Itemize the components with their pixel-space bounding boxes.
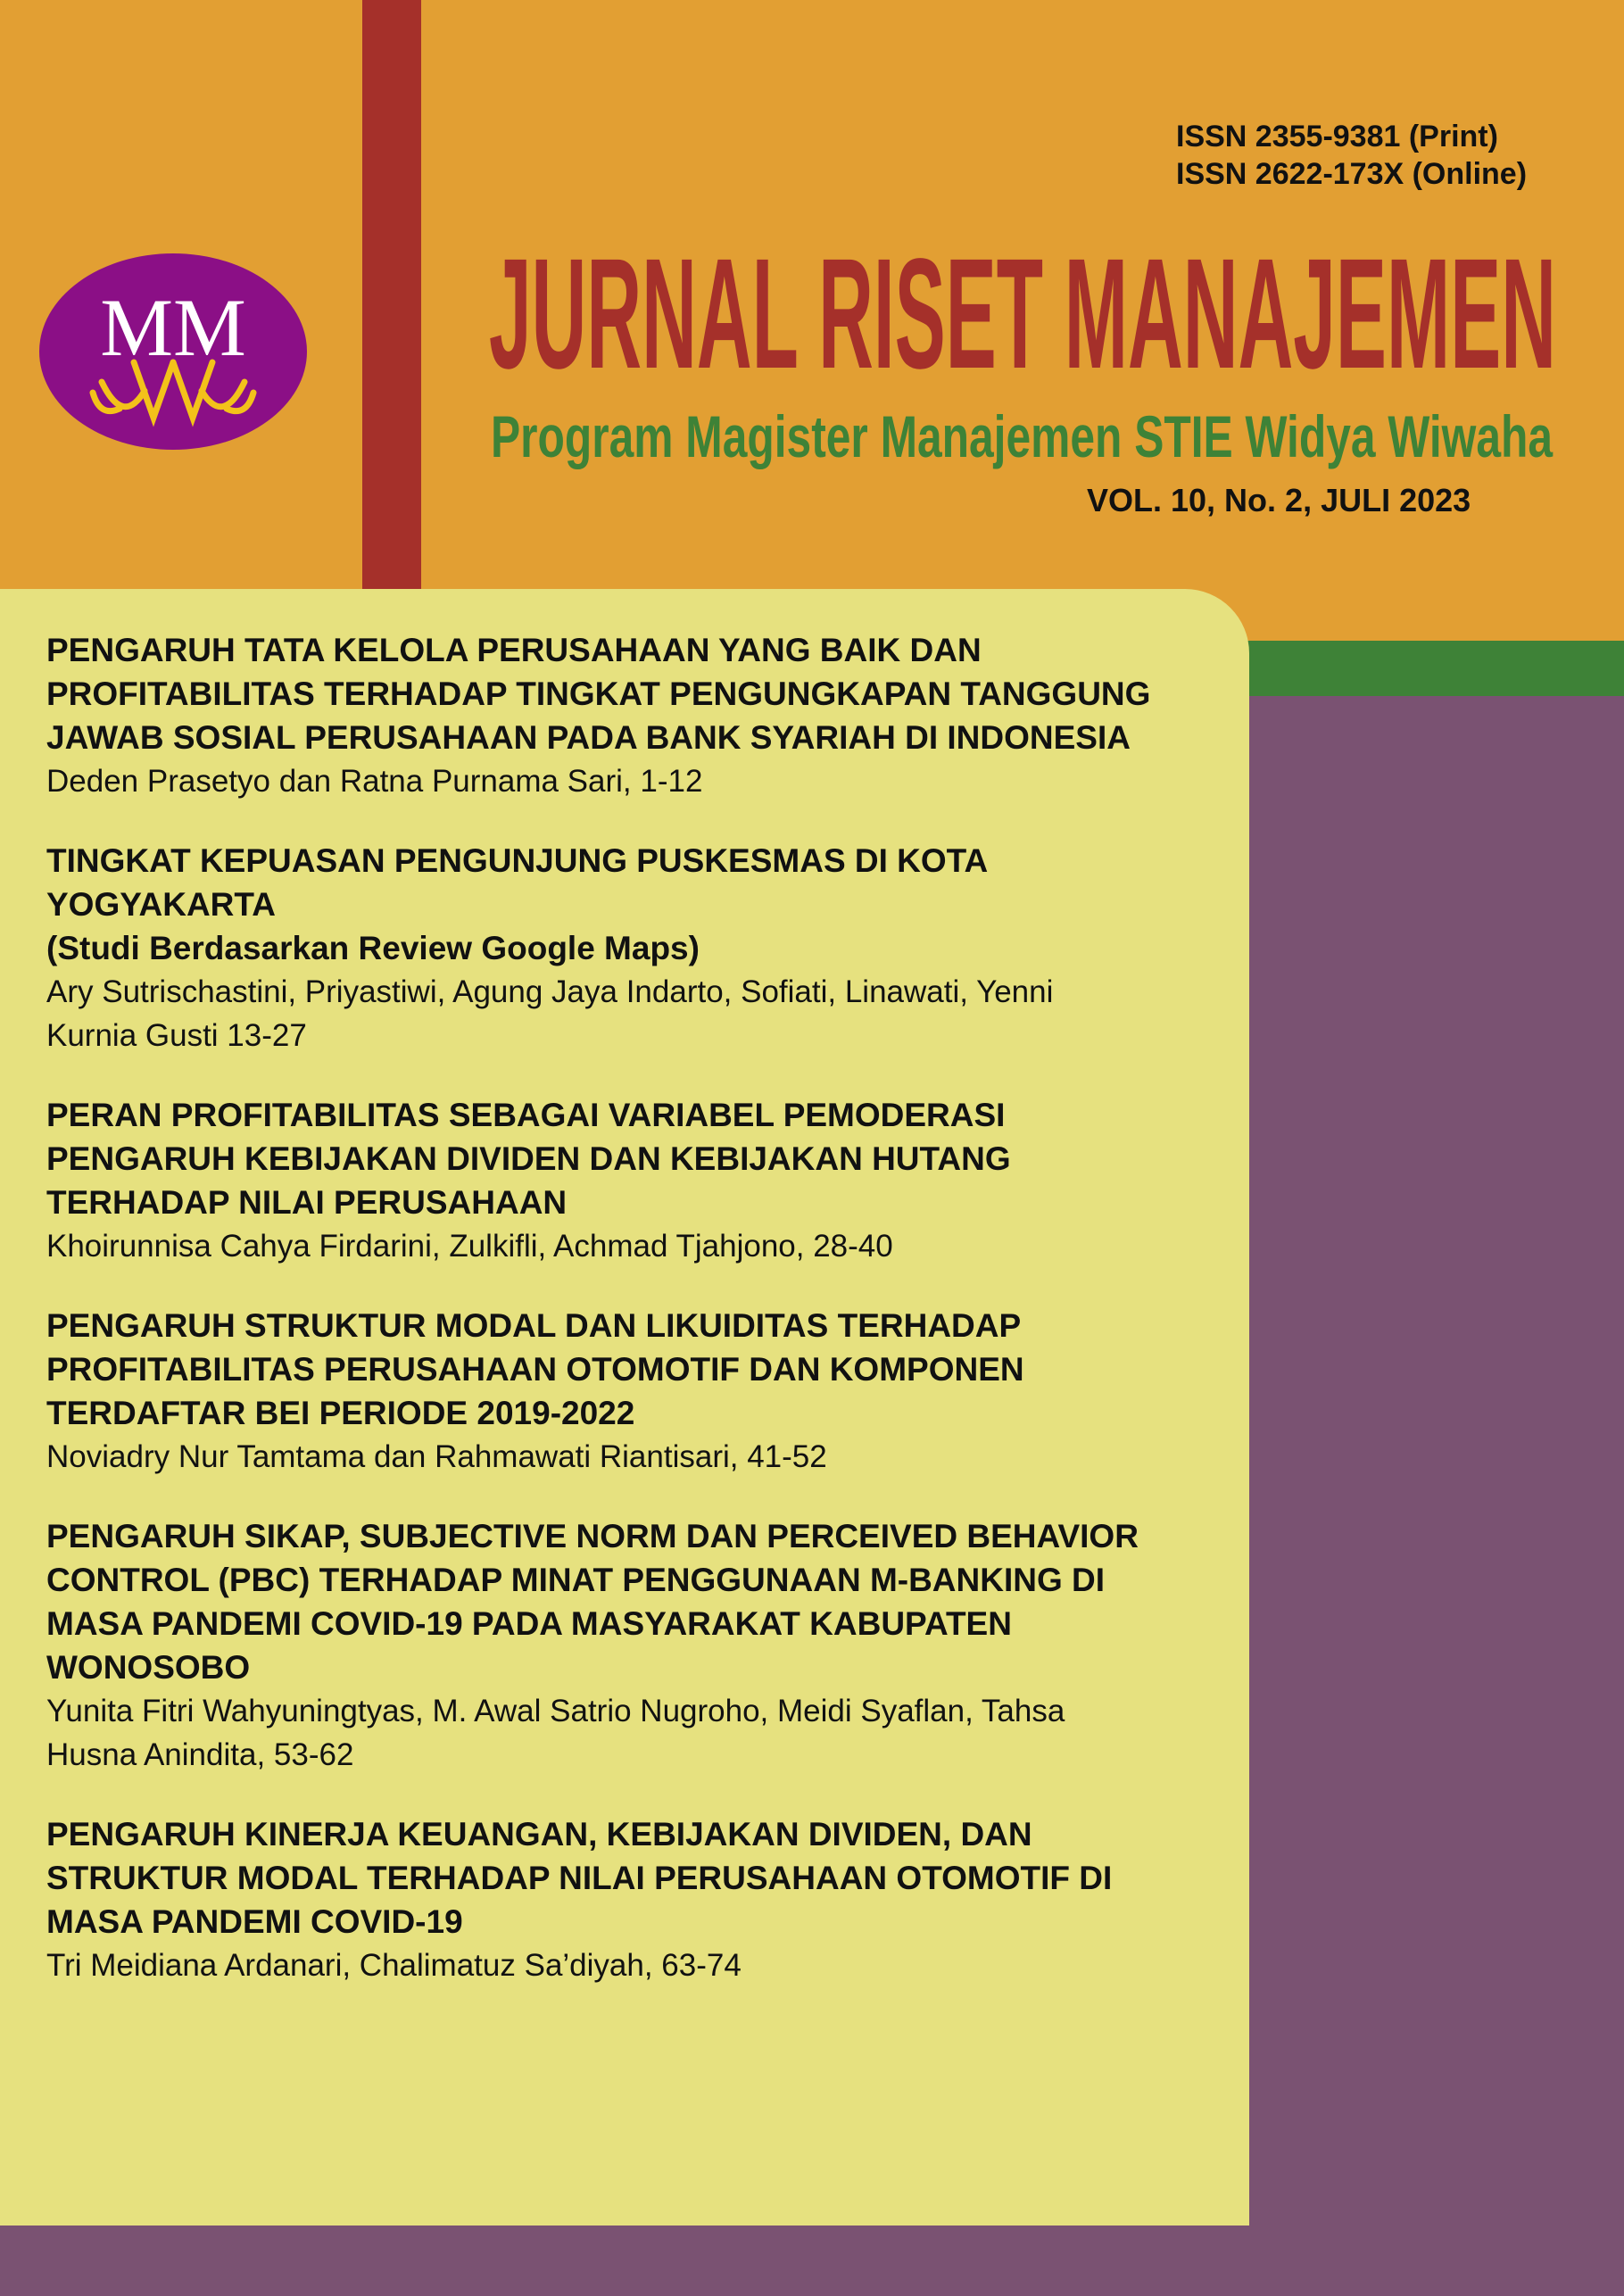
article-entry	[46, 1514, 1206, 1777]
article-entry	[46, 1812, 1206, 1987]
issn-block	[1176, 118, 1604, 193]
article-authors: Deden Prasetyo dan Ratna Purnama Sari, 1-12	[46, 764, 703, 799]
green-band	[1214, 641, 1624, 696]
article-authors: Yunita Fitri Wahyuningtyas, M. Awal Satrio Nugroho, Meidi Syaflan, Tahsa Husna Anindita, 53-62	[46, 1694, 1065, 1772]
article-title: PENGARUH STRUKTUR MODAL DAN LIKUIDITAS TERHADAP PROFITABILITAS PERUSAHAAN OTOMOTIF DAN KOMPONEN TERDAFTAR BEI PERIODE 2019-2022	[46, 1307, 1024, 1431]
article-authors: Tri Meidiana Ardanari, Chalimatuz Sa’diyah, 63-74	[46, 1948, 742, 1983]
article-entry	[46, 1093, 1206, 1268]
red-stripe	[362, 0, 421, 625]
article-authors: Khoirunnisa Cahya Firdarini, Zulkifli, Achmad Tjahjono, 28-40	[46, 1229, 893, 1264]
bottom-band	[0, 2226, 1624, 2296]
journal-subtitle-text: Program Magister Manajemen STIE Widya Wiwaha	[491, 407, 1554, 469]
journal-title	[489, 234, 1606, 394]
article-authors: Noviadry Nur Tamtama dan Rahmawati Riantisari, 41-52	[46, 1439, 827, 1474]
article-title: PENGARUH KINERJA KEUANGAN, KEBIJAKAN DIVIDEN, DAN STRUKTUR MODAL TERHADAP NILAI PERUSAHAAN OTOMOTIF DI MASA PANDEMI COVID-19	[46, 1816, 1113, 1940]
logo-text: MM	[100, 282, 246, 373]
issn-print: ISSN 2355-9381 (Print)	[1176, 120, 1498, 153]
purple-band	[1214, 696, 1624, 2296]
article-entry	[46, 628, 1206, 803]
article-authors: Ary Sutrischastini, Priyastiwi, Agung Jaya Indarto, Sofiati, Linawati, Yenni Kurnia Gusti 13-27	[46, 974, 1054, 1053]
journal-subtitle	[489, 407, 1606, 469]
journal-logo	[37, 252, 309, 452]
volume-issue: VOL. 10, No. 2, JULI 2023	[1087, 482, 1471, 518]
journal-title-text: JURNAL RISET MANAJEMEN	[489, 234, 1556, 394]
article-title: PERAN PROFITABILITAS SEBAGAI VARIABEL PEMODERASI PENGARUH KEBIJAKAN DIVIDEN DAN KEBIJAKAN HUTANG TERHADAP NILAI PERUSAHAAN	[46, 1097, 1011, 1221]
article-title: TINGKAT KEPUASAN PENGUNJUNG PUSKESMAS DI KOTA YOGYAKARTA (Studi Berdasarkan Review Google Maps)	[46, 842, 989, 966]
article-title: PENGARUH SIKAP, SUBJECTIVE NORM DAN PERCEIVED BEHAVIOR CONTROL (PBC) TERHADAP MINAT PENGGUNAAN M-BANKING DI MASA PANDEMI COVID-19 PADA MASYARAKAT KABUPATEN WONOSOBO	[46, 1518, 1139, 1686]
article-entry	[46, 1304, 1206, 1479]
article-entry	[46, 839, 1206, 1057]
table-of-contents	[46, 628, 1206, 2023]
article-title: PENGARUH TATA KELOLA PERUSAHAAN YANG BAIK DAN PROFITABILITAS TERHADAP TINGKAT PENGUNGKAPAN TANGGUNG JAWAB SOSIAL PERUSAHAAN PADA BANK SYARIAH DI INDONESIA	[46, 632, 1151, 756]
issn-online: ISSN 2622-173X (Online)	[1176, 157, 1528, 191]
